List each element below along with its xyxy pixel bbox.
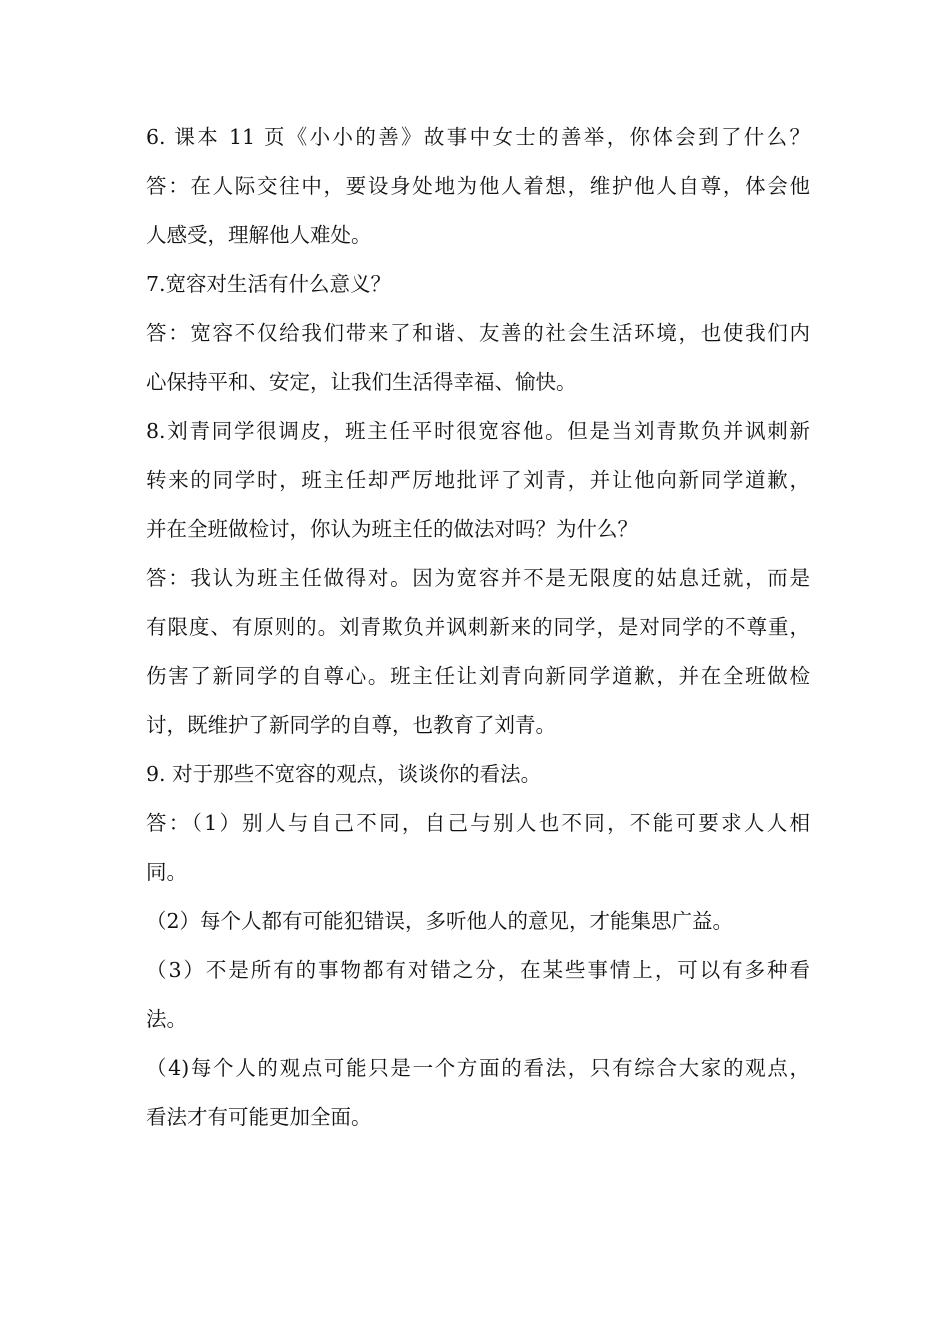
text-line: 转来的同学时，班主任却严厉地批评了刘青，并让他向新同学道歉，	[146, 468, 810, 492]
text-line: 8.刘青同学很调皮，班主任平时很宽容他。但是当刘青欺负并讽刺新	[146, 419, 810, 443]
text-line: 答：（1）别人与自己不同，自己与别人也不同，不能可要求人人相	[146, 811, 810, 835]
document-page	[146, 113, 810, 1142]
text-line: 心保持平和、安定，让我们生活得幸福、愉快。	[146, 370, 577, 394]
text-line: 6. 课本 11 页《小小的善》故事中女士的善举，你体会到了什么？	[146, 125, 810, 149]
text-line: 看法才有可能更加全面。	[146, 1105, 372, 1129]
text-line: 答：我认为班主任做得对。因为宽容并不是无限度的姑息迁就，而是	[146, 566, 810, 590]
text-line: 并在全班做检讨，你认为班主任的做法对吗？为什么？	[146, 517, 638, 541]
text-line: 人感受，理解他人难处。	[146, 223, 372, 247]
text-line: 7.宽容对生活有什么意义？	[146, 272, 392, 296]
text-line: 法。	[146, 1007, 187, 1031]
text-line: （3）不是所有的事物都有对错之分，在某些事情上，可以有多种看	[146, 958, 810, 982]
text-line: 9. 对于那些不宽容的观点，谈谈你的看法。	[146, 762, 542, 786]
text-line: 伤害了新同学的自尊心。班主任让刘青向新同学道歉，并在全班做检	[146, 664, 810, 688]
text-line: （2）每个人都有可能犯错误，多听他人的意见，才能集思广益。	[146, 909, 734, 933]
text-line: 答：宽容不仅给我们带来了和谐、友善的社会生活环境，也使我们内	[146, 321, 810, 345]
text-line: 有限度、有原则的。刘青欺负并讽刺新来的同学，是对同学的不尊重，	[146, 615, 810, 639]
text-line: （4)每个人的观点可能只是一个方面的看法，只有综合大家的观点，	[146, 1056, 810, 1080]
text-line: 答：在人际交往中，要设身处地为他人着想，维护他人自尊，体会他	[146, 174, 810, 198]
text-line: 讨，既维护了新同学的自尊，也教育了刘青。	[146, 713, 556, 737]
text-line: 同。	[146, 860, 187, 884]
